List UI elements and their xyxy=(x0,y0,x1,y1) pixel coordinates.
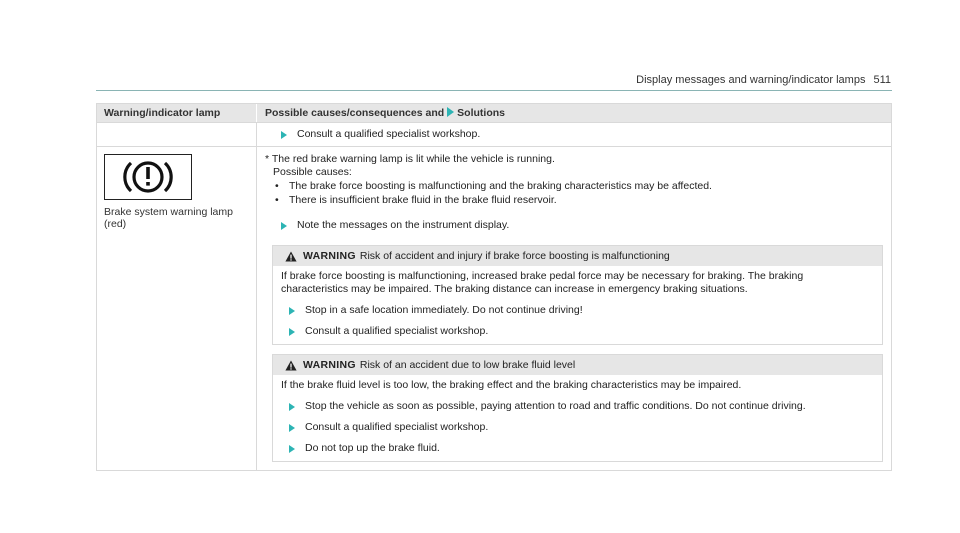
warning-step xyxy=(281,325,874,338)
warning-triangle-icon xyxy=(285,251,297,262)
triangle-right-icon xyxy=(281,222,287,230)
table-header xyxy=(97,104,891,122)
warning-box xyxy=(272,354,883,462)
lamp-label-line2: (red) xyxy=(104,218,127,230)
warning-step xyxy=(281,304,874,317)
bullet-icon: • xyxy=(275,194,279,206)
triangle-right-icon xyxy=(289,445,295,453)
step-text: Consult a qualified specialist workshop. xyxy=(297,128,481,140)
warning-box xyxy=(272,245,883,345)
lamp-table xyxy=(96,103,892,471)
triangle-right-icon xyxy=(281,131,287,139)
table-row xyxy=(97,146,891,470)
triangle-right-icon xyxy=(289,307,295,315)
warning-step xyxy=(281,400,874,413)
warning-step xyxy=(281,421,874,434)
step-text: Consult a qualified specialist workshop. xyxy=(305,325,489,337)
bullet-text: There is insufficient brake fluid in the brake fluid reservoir. xyxy=(289,194,557,206)
col-header-causes xyxy=(257,104,505,122)
causes-cell xyxy=(257,147,891,470)
warning-text-line2: characteristics may be impaired. The braking distance can increase in emergency braking situations. xyxy=(281,283,748,295)
solution-step xyxy=(265,219,883,232)
step-text: Stop the vehicle as soon as possible, paying attention to road and traffic conditions. Do not continue driving. xyxy=(305,400,806,412)
warning-title: Risk of an accident due to low brake fluid level xyxy=(359,359,576,371)
table-cell-empty xyxy=(97,123,257,146)
triangle-right-icon xyxy=(447,107,454,117)
brake-warning-lamp-icon xyxy=(119,157,177,197)
possible-causes-label: Possible causes: xyxy=(273,166,352,178)
solution-step xyxy=(265,128,883,141)
bullet-text: The brake force boosting is malfunctioning and the braking characteristics may be affected. xyxy=(289,180,712,192)
warning-body xyxy=(273,375,882,461)
list-item xyxy=(265,193,883,207)
warning-label: WARNING xyxy=(303,359,356,371)
lamp-symbol-box xyxy=(104,154,192,200)
col-header-causes-text: Possible causes/consequences and xyxy=(265,107,445,119)
list-item xyxy=(265,179,883,193)
page-number: 511 xyxy=(873,74,891,86)
warning-header xyxy=(273,246,882,266)
page-header-title: Display messages and warning/indicator lamps xyxy=(636,74,866,86)
warning-step xyxy=(281,442,874,455)
page-header xyxy=(636,74,891,86)
triangle-right-icon xyxy=(289,328,295,336)
step-text: Consult a qualified specialist workshop. xyxy=(305,421,489,433)
table-cell xyxy=(257,123,891,146)
lamp-label xyxy=(104,206,256,230)
table-row xyxy=(97,122,891,146)
triangle-right-icon xyxy=(289,403,295,411)
bullet-icon: • xyxy=(275,180,279,192)
warning-title: Risk of accident and injury if brake force boosting is malfunctioning xyxy=(359,250,670,262)
step-text: Do not top up the brake fluid. xyxy=(305,442,440,454)
triangle-right-icon xyxy=(289,424,295,432)
lamp-cell xyxy=(97,147,257,470)
warning-triangle-icon xyxy=(285,360,297,371)
warning-header xyxy=(273,355,882,375)
header-rule xyxy=(96,90,892,91)
col-header-lamp: Warning/indicator lamp xyxy=(97,104,257,122)
intro-text: * The red brake warning lamp is lit while the vehicle is running. xyxy=(265,153,555,165)
lamp-label-line1: Brake system warning lamp xyxy=(104,206,233,218)
step-text: Stop in a safe location immediately. Do not continue driving! xyxy=(305,304,583,316)
col-header-solutions-text: Solutions xyxy=(457,107,506,119)
warning-body xyxy=(273,266,882,344)
warning-label: WARNING xyxy=(303,250,356,262)
warning-text-line1: If brake force boosting is malfunctioning, increased brake pedal force may be necessary for braking. The braking xyxy=(281,270,804,282)
step-text: Note the messages on the instrument display. xyxy=(297,219,510,231)
warning-text: If the brake fluid level is too low, the braking effect and the braking characteristics may be impaired. xyxy=(281,379,742,391)
